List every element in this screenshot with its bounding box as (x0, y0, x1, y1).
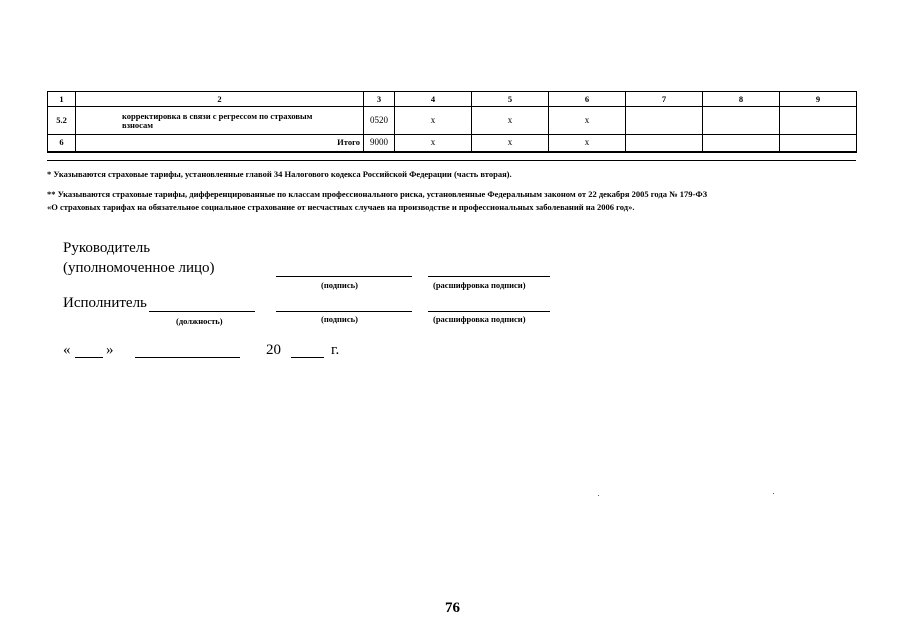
date-close-quote: » (106, 342, 114, 358)
footnote-1: * Указываются страховые тарифы, установленные главой 34 Налогового кодекса Российской Федерации (часть вторая). (47, 169, 512, 179)
row-description-line2: взносам (122, 119, 154, 130)
date-day-line (75, 357, 103, 358)
page-number: 76 (445, 600, 460, 616)
col-header-8: 8 (703, 92, 780, 107)
cell-col9 (780, 135, 857, 152)
footnote-divider (47, 160, 856, 161)
date-year-line (291, 357, 324, 358)
cell-col9 (780, 107, 857, 135)
executor-position-caption: (должность) (176, 316, 223, 326)
row-code: 0520 (364, 107, 395, 135)
executor-position-line (149, 311, 255, 312)
col-header-6: 6 (549, 92, 626, 107)
date-year-prefix: 20 (266, 342, 281, 358)
table-header-row (48, 92, 857, 107)
head-signature-caption: (подпись) (321, 280, 358, 290)
tariff-table (47, 91, 857, 153)
scan-speck (773, 493, 774, 494)
col-header-4: 4 (395, 92, 472, 107)
date-open-quote: « (63, 342, 71, 358)
row-number: 6 (48, 135, 76, 152)
row-code: 9000 (364, 135, 395, 152)
cell-col5: х (472, 107, 549, 135)
date-month-line (135, 357, 240, 358)
row-description-line1: корректировка в связи с регрессом по страховым (122, 110, 313, 121)
table-row (48, 107, 857, 135)
row-description: Итого (76, 135, 364, 152)
head-label-line1: Руководитель (63, 240, 151, 256)
row-number: 5.2 (48, 107, 76, 135)
scan-speck (598, 495, 599, 496)
footnote-2-line1: ** Указываются страховые тарифы, дифференцированные по классам профессионального риска, установленные Федеральным законом от 22 декабря 2005 года № 179-ФЗ (47, 189, 708, 199)
executor-signature-line (276, 311, 412, 312)
cell-col4: х (395, 107, 472, 135)
col-header-2: 2 (76, 92, 364, 107)
executor-decoding-line (428, 311, 550, 312)
col-header-5: 5 (472, 92, 549, 107)
cell-col4: х (395, 135, 472, 152)
cell-col6: х (549, 135, 626, 152)
executor-label: Исполнитель (63, 295, 147, 311)
executor-decoding-caption: (расшифровка подписи) (433, 314, 526, 324)
cell-col8 (703, 107, 780, 135)
col-header-7: 7 (626, 92, 703, 107)
cell-col8 (703, 135, 780, 152)
col-header-9: 9 (780, 92, 857, 107)
head-label-line2: (уполномоченное лицо) (63, 260, 215, 276)
cell-col7 (626, 135, 703, 152)
cell-col5: х (472, 135, 549, 152)
head-decoding-caption: (расшифровка подписи) (433, 280, 526, 290)
col-header-3: 3 (364, 92, 395, 107)
head-decoding-line (428, 276, 550, 277)
date-year-suffix: г. (331, 342, 340, 358)
head-signature-line (276, 276, 412, 277)
footnote-2-line2: «О страховых тарифах на обязательное социальное страхование от несчастных случаев на производстве и профессиональных заболеваний на 2006 год». (47, 202, 635, 212)
executor-signature-caption: (подпись) (321, 314, 358, 324)
row-description (76, 107, 364, 135)
table-row (48, 135, 857, 152)
cell-col7 (626, 107, 703, 135)
cell-col6: х (549, 107, 626, 135)
col-header-1: 1 (48, 92, 76, 107)
